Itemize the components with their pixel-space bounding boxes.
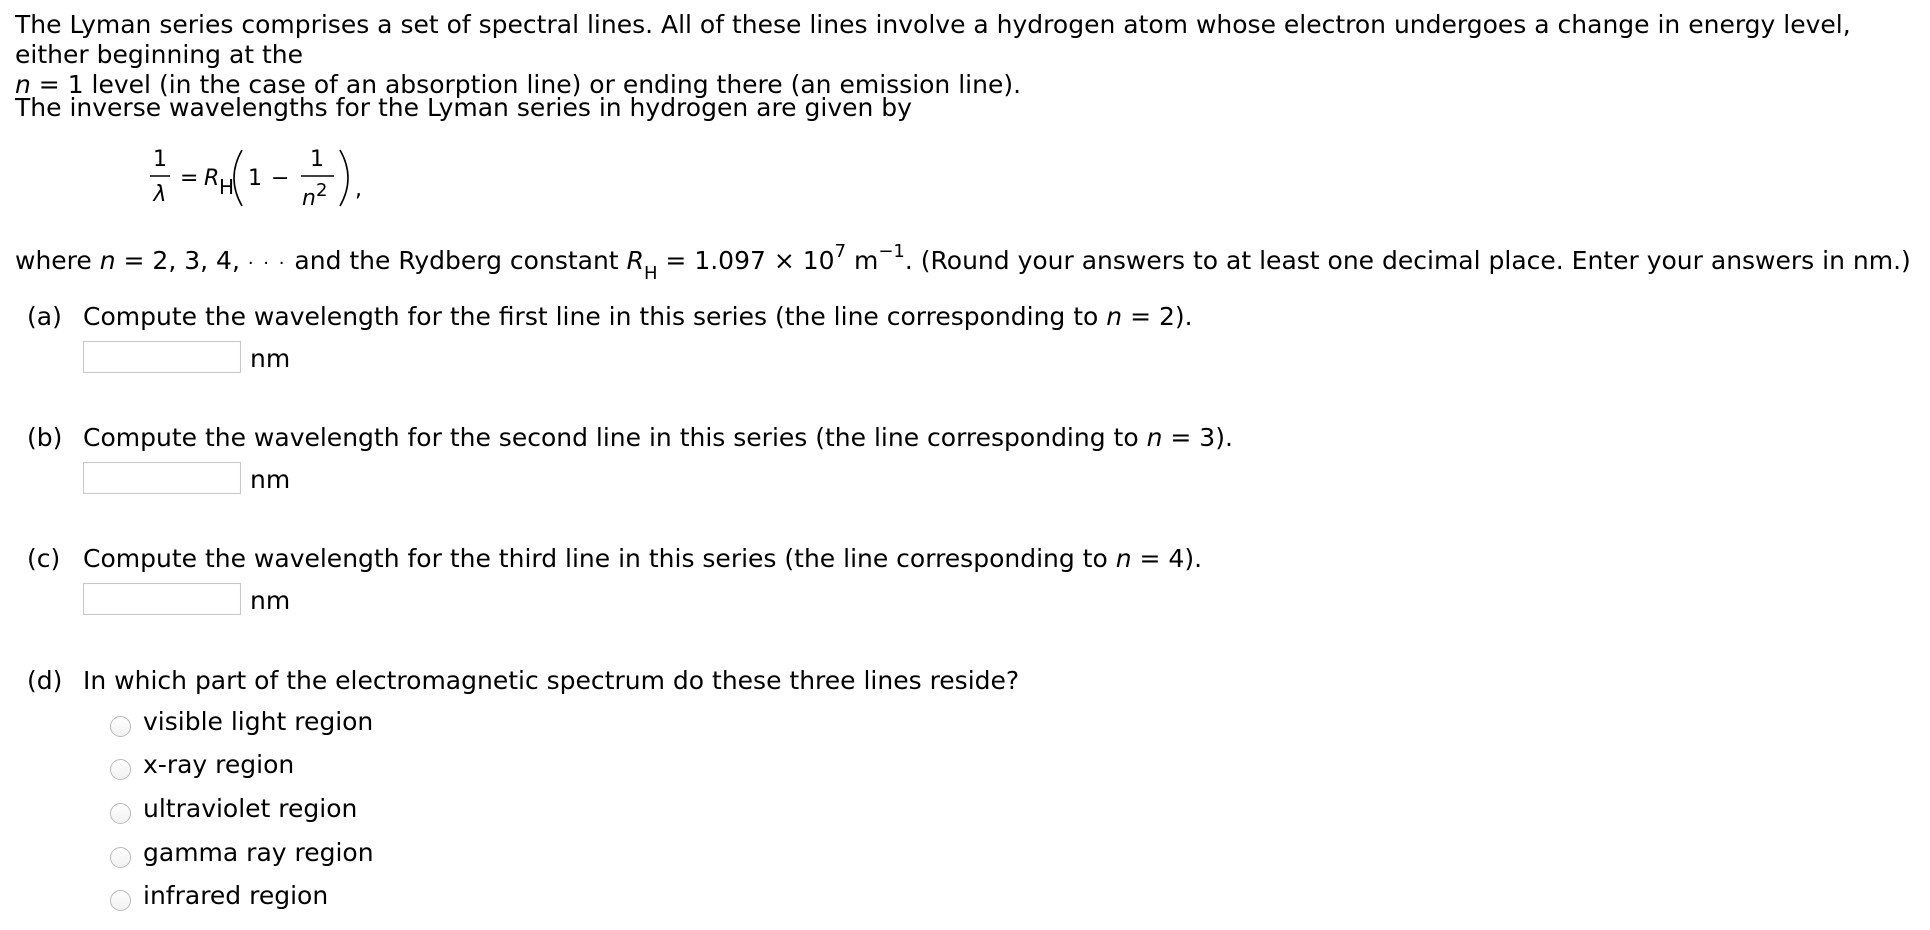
- option-label-visible-light[interactable]: visible light region: [143, 707, 374, 736]
- where-constant-value: = 1.097 × 10: [657, 246, 835, 275]
- formula-denominator-right: n: [302, 186, 316, 211]
- where-constant: R: [626, 246, 644, 275]
- where-exponent-7: 7: [834, 241, 847, 262]
- radio-gamma-ray[interactable]: [110, 847, 131, 868]
- part-a-question: [27, 302, 1193, 332]
- formula-lead-text: The inverse wavelengths for the Lyman series in hydrogen are given by: [15, 93, 912, 122]
- option-label-x-ray[interactable]: x-ray region: [143, 750, 295, 779]
- part-b-answer-input[interactable]: [83, 462, 241, 494]
- where-variable-n: n: [99, 246, 116, 275]
- formula-minus: −: [271, 166, 290, 191]
- part-a-label: (a): [27, 302, 62, 331]
- formula-constant: R: [204, 166, 220, 191]
- part-b-text: Compute the wavelength for the second line in this series (the line corresponding to: [83, 423, 1147, 452]
- formula-definition-line: [15, 241, 1911, 284]
- part-c-text-end: = 4).: [1131, 544, 1203, 573]
- intro-line-1: The Lyman series comprises a set of spectral lines. All of these lines involve a hydrogen atom whose electron undergoes a change in energy level, either beginning at the: [15, 10, 1851, 69]
- part-b-unit: nm: [250, 465, 291, 494]
- formula-exponent: 2: [316, 180, 328, 201]
- part-a-unit: nm: [250, 344, 291, 373]
- where-middle-text: and the Rydberg constant: [286, 246, 627, 275]
- where-prefix: where: [15, 246, 100, 275]
- formula-numerator-right: 1: [310, 147, 324, 172]
- radio-visible-light[interactable]: [110, 716, 131, 737]
- option-label-ultraviolet[interactable]: ultraviolet region: [143, 794, 358, 823]
- where-sequence: = 2, 3, 4,: [115, 246, 248, 275]
- part-a-text-end: = 2).: [1122, 302, 1193, 331]
- part-b-variable-n: n: [1146, 423, 1163, 452]
- formula-right-paren: [340, 150, 348, 206]
- where-unit: m: [846, 246, 879, 275]
- radio-x-ray[interactable]: [110, 759, 131, 780]
- part-a-answer-input[interactable]: [83, 341, 241, 373]
- where-ellipsis: · · ·: [247, 253, 287, 274]
- radio-ultraviolet[interactable]: [110, 803, 131, 824]
- intro-variable-n: n: [15, 70, 31, 99]
- formula-constant-subscript: H: [219, 175, 235, 199]
- lyman-formula-svg: [144, 144, 384, 219]
- part-b-question: [27, 423, 1233, 453]
- part-b-text-end: = 3).: [1162, 423, 1233, 452]
- part-d-label: (d): [27, 666, 63, 695]
- option-label-gamma-ray[interactable]: gamma ray region: [143, 838, 374, 867]
- where-instructions: . (Round your answers to at least one decimal place. Enter your answers in nm.): [904, 246, 1911, 275]
- intro-paragraph: [15, 10, 1920, 100]
- radio-infrared[interactable]: [110, 890, 131, 911]
- part-d-text: In which part of the electromagnetic spectrum do these three lines reside?: [83, 666, 1020, 695]
- part-c-answer-input[interactable]: [83, 583, 241, 615]
- where-constant-subscript: H: [643, 263, 658, 284]
- part-d-question: [27, 666, 1019, 696]
- part-c-unit: nm: [250, 586, 291, 615]
- part-a-variable-n: n: [1106, 302, 1123, 331]
- formula-trailing-comma: ,: [355, 177, 362, 202]
- part-c-question: [27, 544, 1202, 574]
- formula-denominator-left: λ: [153, 182, 167, 207]
- part-a-text: Compute the wavelength for the first line in this series (the line corresponding to: [83, 302, 1107, 331]
- part-c-variable-n: n: [1115, 544, 1132, 573]
- part-c-text: Compute the wavelength for the third line in this series (the line corresponding to: [83, 544, 1116, 573]
- formula-left-paren: [234, 150, 242, 206]
- where-exponent-minus-1: −1: [878, 241, 905, 262]
- lyman-formula: [144, 144, 384, 219]
- formula-equals: =: [180, 166, 199, 191]
- part-c-label: (c): [27, 544, 61, 573]
- intro-line-2-text: = 1 level (in the case of an absorption line) or ending there (an emission line).: [30, 70, 1022, 99]
- part-b-label: (b): [27, 423, 63, 452]
- option-label-infrared[interactable]: infrared region: [143, 881, 329, 910]
- formula-one: 1: [248, 166, 262, 191]
- formula-numerator-left: 1: [153, 147, 167, 172]
